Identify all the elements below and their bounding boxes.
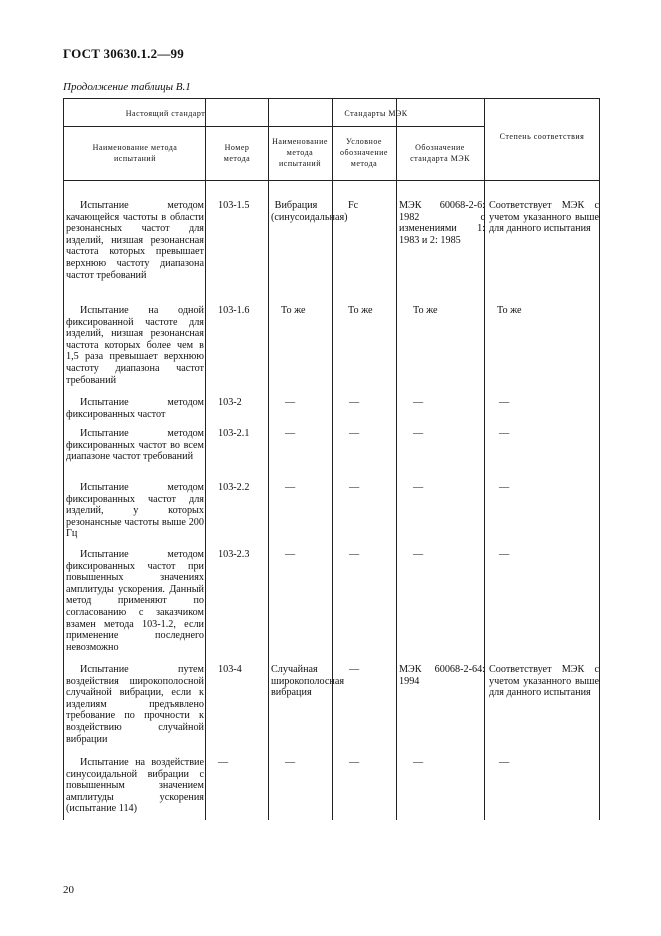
method-number-cell: 103-4 [218, 664, 242, 675]
iec-standard-cell: — [413, 757, 424, 768]
iec-method-name-cell: — [285, 397, 296, 408]
iec-standard-cell: МЭК 60068-2-6: 1982 с изменениями 1: 1983 и 2: 1985 [399, 200, 485, 246]
iec-method-code-cell: — [349, 664, 360, 675]
method-number-cell: 103-2.1 [218, 428, 250, 439]
iec-method-name-cell: Вибрация (синусоидальная) [271, 200, 348, 223]
method-number-cell: — [218, 757, 229, 768]
header-method-number: Номер метода [223, 143, 251, 163]
degree-cell: Соответствует МЭК с учетом указанного выше для данного испытания [489, 664, 599, 699]
header-degree: Степень соответствия [499, 132, 585, 141]
method-name-cell: Испытание методом фиксированных частот при повышенных значениях амплитуды ускорения. Данный метод применяют по согласованию с заказчиком взамен метода 103-1.2, если применение последнего невозможно [66, 549, 204, 653]
iec-standard-cell: — [413, 428, 424, 439]
page-number: 20 [63, 884, 74, 896]
iec-standard-cell: — [413, 549, 424, 560]
iec-standard-cell: То же [413, 305, 438, 316]
iec-method-code-cell: — [349, 482, 360, 493]
header-current-standard: Настоящий стандарт [125, 109, 206, 118]
iec-method-name-cell: То же [281, 305, 306, 316]
method-name-cell: Испытание методом качающейся частоты в области резонансных частот для изделий, низшая резонансная частота которых превышает верхнюю частоту диапазона частот требований [66, 200, 204, 281]
iec-method-code-cell: — [349, 549, 360, 560]
method-number-cell: 103-2 [218, 397, 242, 408]
method-name-cell: Испытание методом фиксированных частот для изделий, у которых резонансные частоты выше 200 Гц [66, 482, 204, 540]
degree-cell: То же [497, 305, 522, 316]
iec-method-name-cell: — [285, 428, 296, 439]
iec-standard-cell: МЭК 60068-2-64: 1994 [399, 664, 485, 687]
method-number-cell: 103-1.5 [218, 200, 250, 211]
method-name-cell: Испытание на воздействие синусоидальной вибрации с повышенным значением амплитуды ускорения (испытание 114) [66, 757, 204, 815]
iec-method-code-cell: — [349, 428, 360, 439]
comparison-table [63, 98, 600, 820]
degree-cell: — [499, 397, 510, 408]
header-iec-standards: Стандарты МЭК [344, 109, 408, 118]
method-name-cell: Испытание методом фиксированных частот во всем диапазоне частот требований [66, 428, 204, 463]
method-name-cell: Испытание на одной фиксированной частоте для изделий, низшая резонансная частота которых более чем в 1,5 раза превышает верхнюю частоту диапазона частот требований [66, 305, 204, 386]
degree-cell: — [499, 482, 510, 493]
iec-method-name-cell: — [285, 482, 296, 493]
table-caption: Продолжение таблицы В.1 [63, 81, 191, 93]
method-number-cell: 103-1.6 [218, 305, 250, 316]
degree-cell: — [499, 549, 510, 560]
header-iec-method-code: Условное обозначение метода [340, 137, 388, 168]
iec-method-name-cell: — [285, 549, 296, 560]
iec-method-name-cell: — [285, 757, 296, 768]
iec-method-code-cell: То же [348, 305, 373, 316]
method-number-cell: 103-2.2 [218, 482, 250, 493]
iec-method-code-cell: — [349, 397, 360, 408]
method-name-cell: Испытание методом фиксированных частот [66, 397, 204, 420]
degree-cell: Соответствует МЭК с учетом указанного выше для данного испытания [489, 200, 599, 235]
iec-method-code-cell: — [349, 757, 360, 768]
method-number-cell: 103-2.3 [218, 549, 250, 560]
iec-method-name-cell: Случайная широкополосная вибрация [271, 664, 345, 699]
iec-standard-cell: — [413, 482, 424, 493]
document-id: ГОСТ 30630.1.2—99 [63, 46, 184, 61]
degree-cell: — [499, 757, 510, 768]
iec-standard-cell: — [413, 397, 424, 408]
method-name-cell: Испытание путем воздействия широкополосной случайной вибрации, если к изделиям предъявлено требование по прочности к воздействию случайной вибрации [66, 664, 204, 745]
iec-method-code-cell: Fc [348, 200, 359, 211]
header-iec-standard: Обозначение стандарта МЭК [410, 143, 470, 163]
header-iec-method-name: Наименование метода испытаний [272, 137, 328, 168]
degree-cell: — [499, 428, 510, 439]
header-method-name: Наименование метода испытаний [92, 143, 178, 163]
